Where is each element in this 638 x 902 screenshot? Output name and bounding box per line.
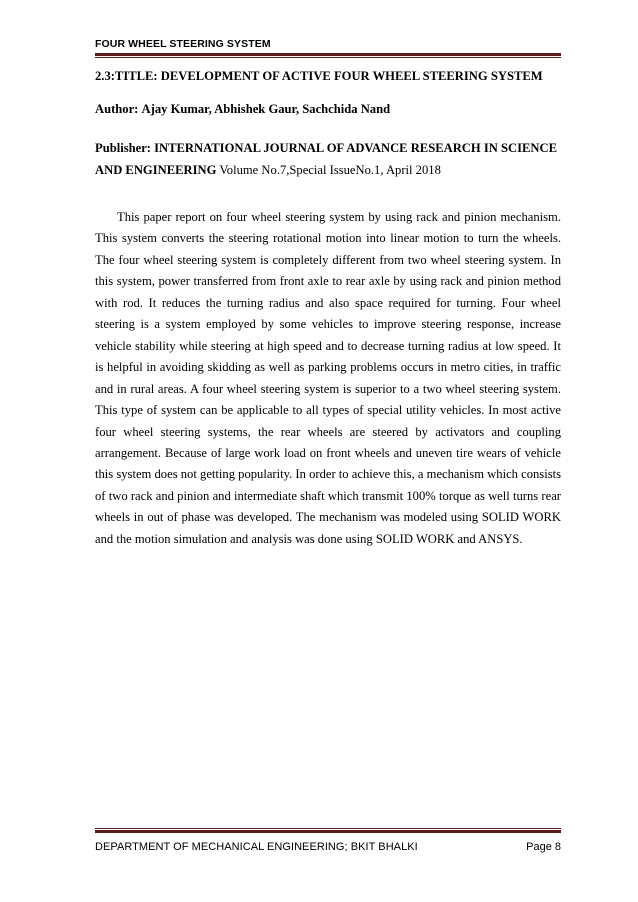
abstract-paragraph: This paper report on four wheel steering system by using rack and pinion mechanism. This system converts the steering rotational motion into linear motion to turn the wheels. The four wheel steering system is completely different from two wheel steering system. In this system, power transferred from front axle to rear axle by using rack and pinion method with rod. It reduces the turning radius and also space required for turning. Four wheel steering is a system employed by some vehicles to improve steering response, increase vehicle stability while steering at high speed and to decrease turning radius at low speed. It is helpful in avoiding skidding as well as parking problems occurs in metro cities, in traffic and in rural areas. A four wheel steering system is superior to a two wheel steering system. This type of system can be applicable to all types of special utility vehicles. In most active four wheel steering systems, the rear wheels are steered by activators and coupling arrangement. Because of large work load on front wheels and uneven tire wears of vehicle this system does not getting popularity. In order to achieve this, a mechanism which consists of two rack and pinion and intermediate shaft which transmit 100% torque as well turns rear wheels in out of phase was developed. The mechanism was modeled using SOLID WORK and the motion simulation and analysis was done using SOLID WORK and ANSYS. <box>95 210 561 546</box>
section-title: 2.3:TITLE: DEVELOPMENT OF ACTIVE FOUR WHEEL STEERING SYSTEM <box>95 69 543 83</box>
publisher-label: Publisher: <box>95 141 151 155</box>
authors-line <box>95 102 390 117</box>
footer-department: DEPARTMENT OF MECHANICAL ENGINEERING; BKIT BHALKI <box>95 841 418 853</box>
header-rule <box>95 53 561 58</box>
author-label: Author: <box>95 102 139 116</box>
publisher-line <box>95 137 561 181</box>
publisher-details: Volume No.7,Special IssueNo.1, April 2018 <box>219 163 441 177</box>
running-header-title: FOUR WHEEL STEERING SYSTEM <box>95 38 271 50</box>
author-names: Ajay Kumar, Abhishek Gaur, Sachchida Nand <box>141 102 391 116</box>
page-number: Page 8 <box>526 841 561 853</box>
publisher-name: INTERNATIONAL JOURNAL OF ADVANCE RESEARCH IN SCIENCE AND ENGINEERING <box>95 141 557 177</box>
footer-rule <box>95 828 561 833</box>
